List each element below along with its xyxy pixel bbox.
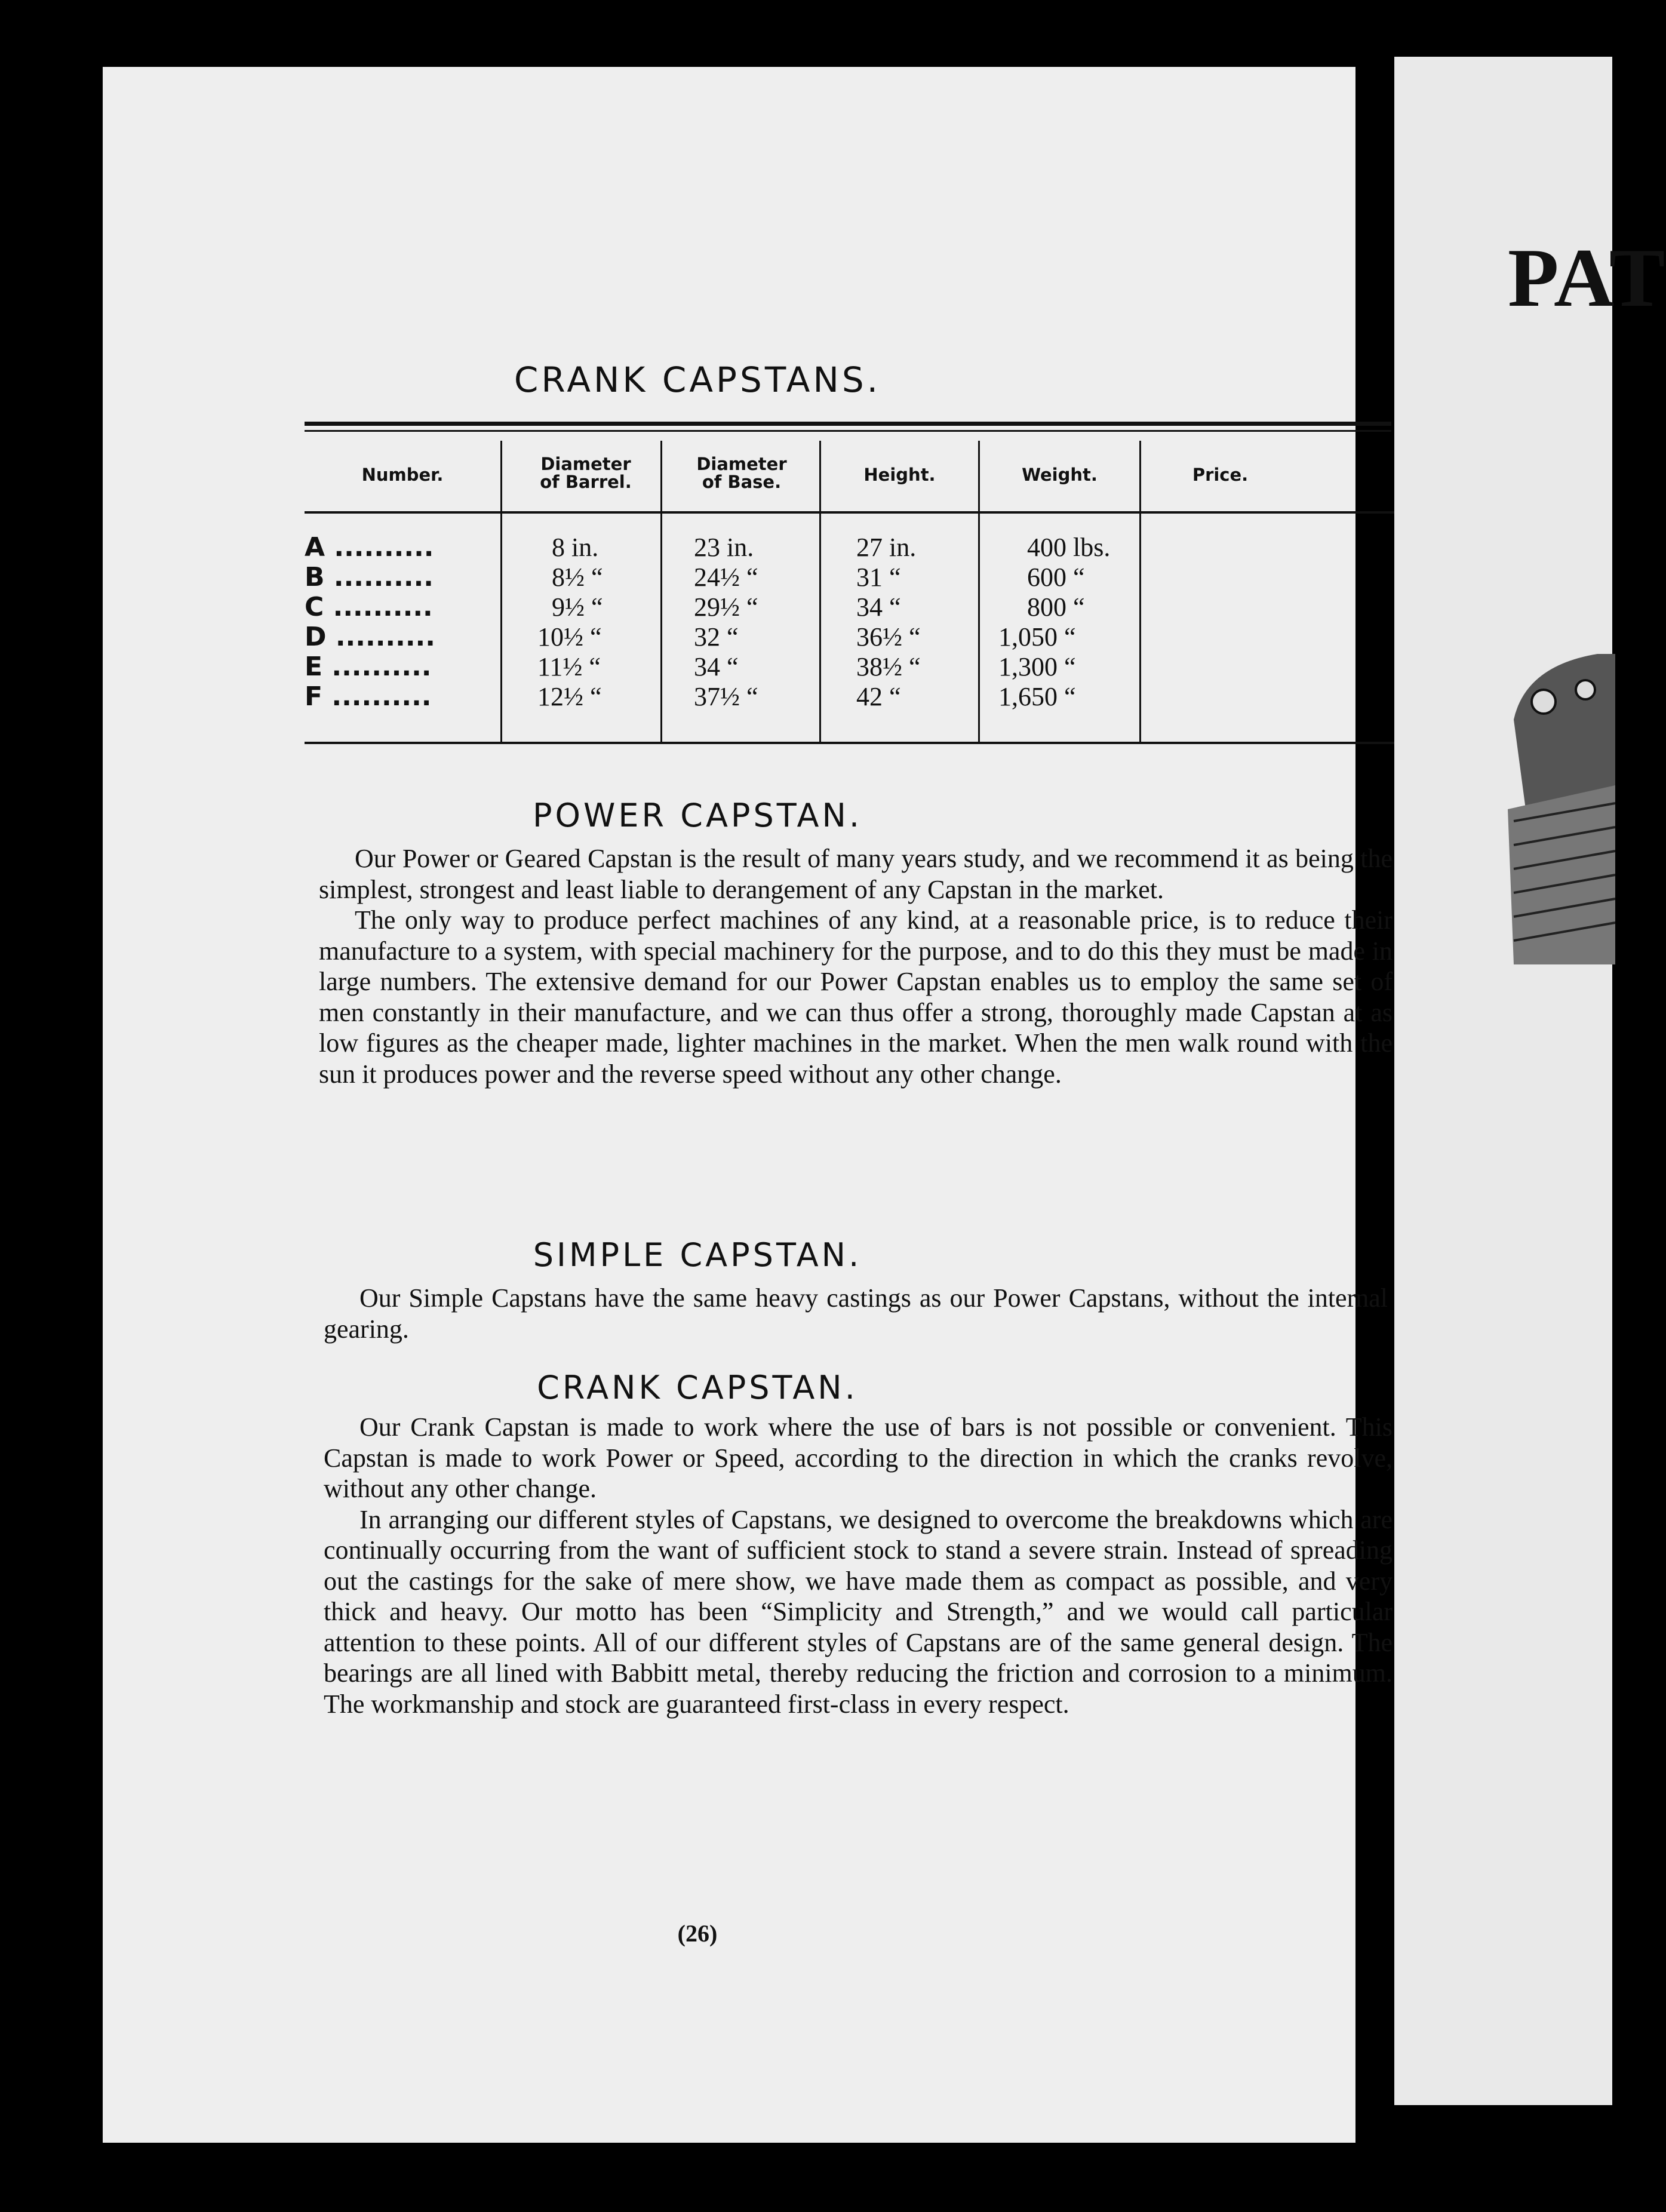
row-weight: 1,050 “	[998, 622, 1076, 652]
row-weight: 400 lbs.	[1027, 533, 1111, 562]
catalog-page	[103, 67, 1393, 2143]
capstan-engraving-image	[1502, 630, 1615, 964]
col-header-weight: Weight.	[1022, 465, 1098, 485]
row-number: C ..........	[305, 592, 433, 622]
row-number: D ..........	[305, 622, 435, 652]
row-number: B ..........	[305, 562, 434, 592]
crank-capstan-text	[324, 1412, 1393, 1719]
col-header-barrel: Diameter of Barrel.	[540, 454, 632, 492]
row-barrel: 11½ “	[537, 652, 601, 681]
paragraph: Our Power or Geared Capstan is the result of many years study, and we recommend it as being the simplest, strongest and least liable to derangement of any Capstan in the market.	[319, 844, 1393, 904]
row-weight: 1,650 “	[998, 682, 1076, 711]
row-barrel: 8½ “	[552, 563, 603, 592]
column-divider	[660, 441, 662, 742]
facing-page	[1394, 57, 1666, 2105]
paragraph: Our Crank Capstan is made to work where the use of bars is not possible or convenient. This Capstan is made to work Power or Speed, according to the direction in which the cranks revolve, without any other change.	[324, 1412, 1393, 1503]
power-capstan-text	[319, 843, 1393, 1089]
row-base: 29½ “	[694, 592, 758, 622]
row-height: 27 in.	[856, 533, 917, 562]
column-divider	[978, 441, 980, 742]
paragraph: In arranging our different styles of Capstans, we designed to overcome the breakdowns which are continually occurring from the want of sufficient stock to stand a severe strain. Instead of spreading out the castings for the sake of mere show, we have made them as compact as possible, and very thick and heavy. Our motto has been “Simplicity and Strength,” and we would call particular attention to these points. All of our different styles of Capstans are of the same general design. The bearings are all lined with Babbitt metal, thereby reducing the friction and corrosion to a minimum. The workmanship and stock are guaranteed first-class in every respect.	[324, 1504, 1393, 1719]
row-height: 38½ “	[856, 652, 921, 681]
row-base: 23 in.	[694, 533, 754, 562]
simple-capstan-text	[324, 1283, 1388, 1344]
row-weight: 800 “	[1027, 592, 1085, 622]
row-weight: 1,300 “	[998, 652, 1076, 681]
column-divider	[1139, 441, 1141, 742]
table-header-rule	[305, 511, 1397, 514]
col-header-number: Number.	[361, 465, 444, 485]
row-barrel: 8 in.	[552, 533, 599, 562]
facing-page-title: PAT	[1508, 232, 1666, 324]
paragraph: The only way to produce perfect machines of any kind, at a reasonable price, is to reduce their manufacture to a system, with special machinery for the purpose, and to do this they must be made in large numbers. The extensive demand for our Power Capstan enables us to employ the same set of men constantly in their manufacture, and we can thus offer a strong, thoroughly made Capstan at as low figures as the cheaper made, lighter machines in the market. When the men walk round with the sun it produces power and the reverse speed without any other change.	[319, 905, 1393, 1089]
column-divider	[500, 441, 502, 742]
row-base: 34 “	[694, 652, 739, 681]
row-number: F ..........	[305, 681, 432, 712]
power-capstan-heading: POWER CAPSTAN.	[532, 797, 863, 834]
row-base: 24½ “	[694, 563, 758, 592]
row-barrel: 10½ “	[537, 622, 602, 652]
row-weight: 600 “	[1027, 563, 1085, 592]
table-bottom-rule	[305, 742, 1397, 744]
row-barrel: 12½ “	[537, 682, 602, 711]
row-base: 32 “	[694, 622, 739, 652]
table-top-rule	[305, 422, 1391, 426]
row-height: 34 “	[856, 592, 901, 622]
column-divider	[819, 441, 821, 742]
row-number: A ..........	[305, 532, 434, 563]
col-header-price: Price.	[1192, 465, 1249, 485]
paragraph: Our Simple Capstans have the same heavy castings as our Power Capstans, without the internal gearing.	[324, 1283, 1388, 1344]
row-barrel: 9½ “	[552, 592, 603, 622]
page-number: (26)	[677, 1920, 718, 1947]
row-base: 37½ “	[694, 682, 758, 711]
table-title: CRANK CAPSTANS.	[514, 360, 881, 400]
table-top-rule-thin	[305, 430, 1391, 432]
crank-capstan-heading: CRANK CAPSTAN.	[537, 1369, 858, 1406]
col-header-height: Height.	[863, 465, 936, 485]
row-height: 42 “	[856, 682, 901, 711]
row-number: E ..........	[305, 652, 432, 682]
row-height: 31 “	[856, 563, 901, 592]
row-height: 36½ “	[856, 622, 921, 652]
simple-capstan-heading: SIMPLE CAPSTAN.	[533, 1236, 862, 1274]
col-header-base: Diameter of Base.	[696, 454, 787, 492]
